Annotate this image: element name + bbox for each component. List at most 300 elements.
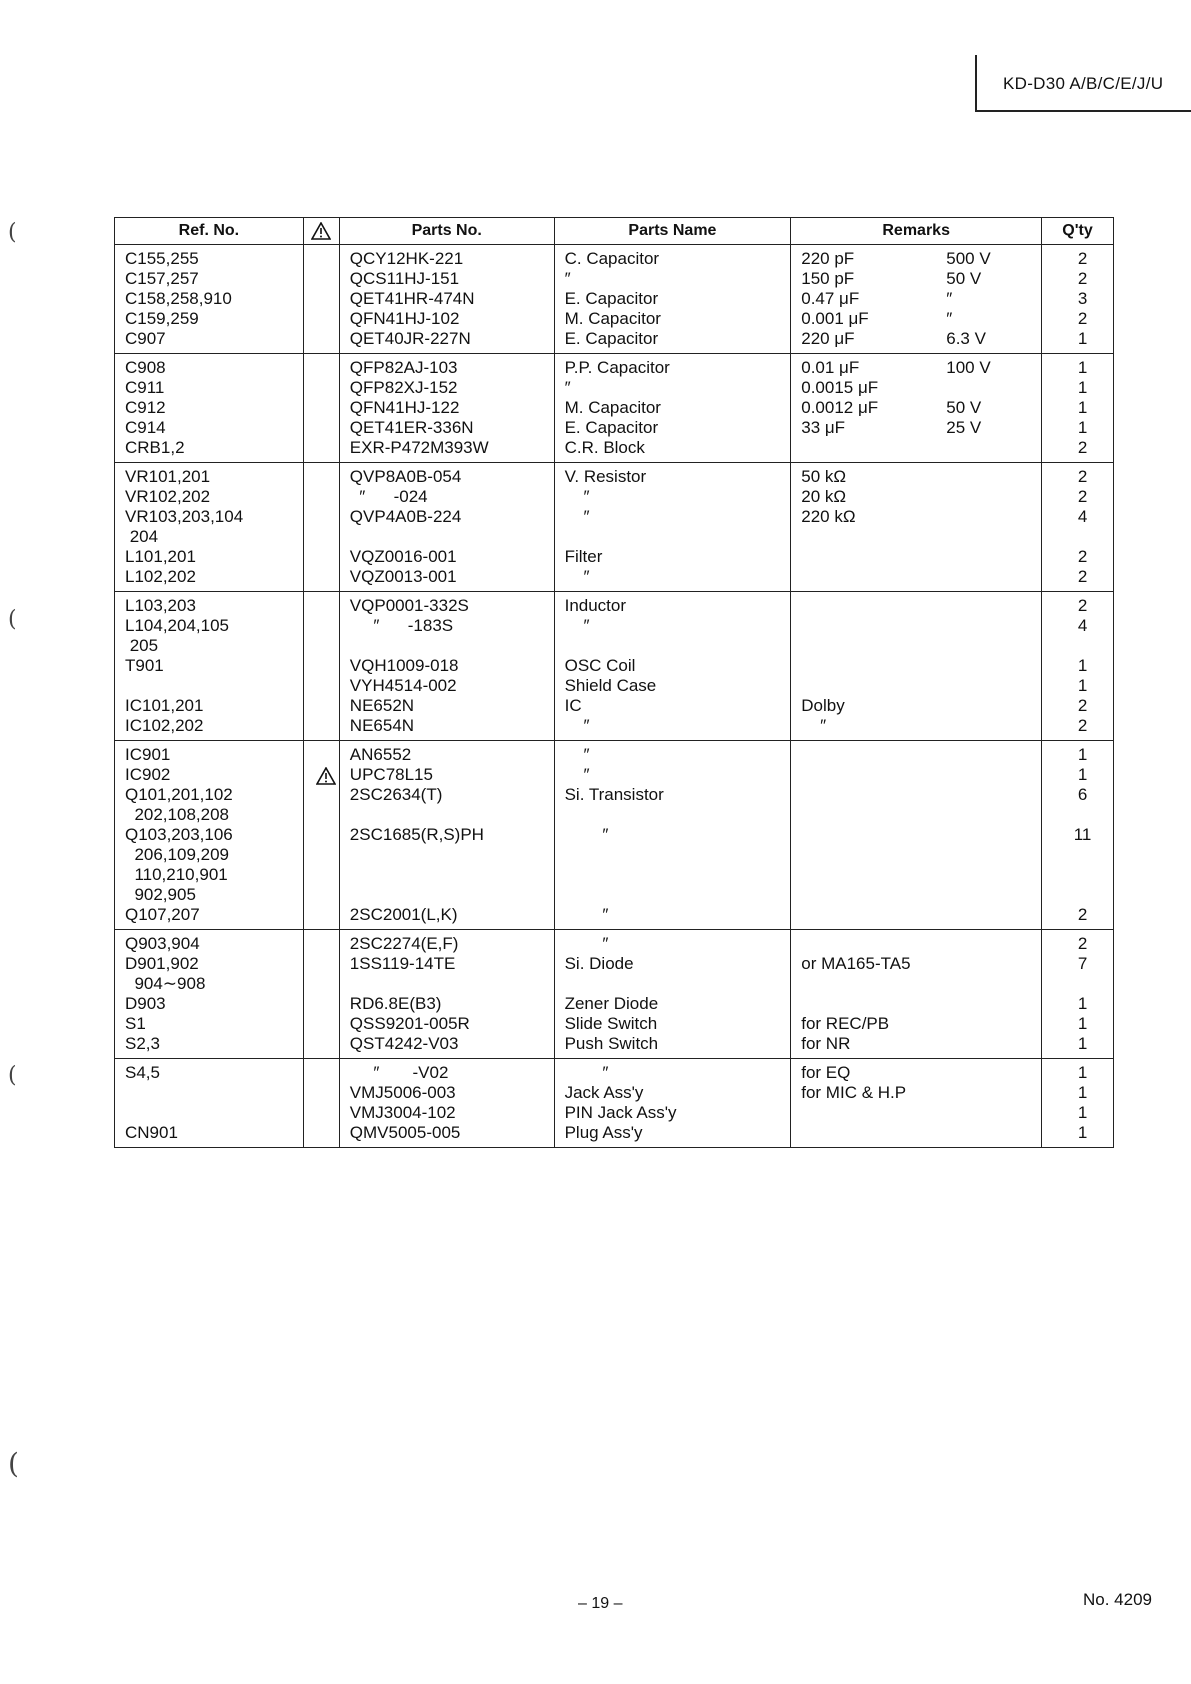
- parts-name: Si. Diode: [564, 954, 634, 973]
- parts-no: QFP82XJ-152: [349, 378, 458, 397]
- ref-no: IC902: [125, 765, 171, 784]
- parts-name-cell: [554, 354, 791, 463]
- warning-blank: [314, 487, 339, 507]
- parts-name-cell: [554, 930, 791, 1059]
- ref-no: 204: [125, 527, 159, 546]
- warning-blank: [314, 547, 339, 567]
- remarks-value: [801, 865, 946, 885]
- quantity: [1052, 527, 1113, 547]
- remarks-value: 20 kΩ: [801, 487, 847, 506]
- qty-cell: [1042, 930, 1114, 1059]
- warning-blank: [314, 527, 339, 547]
- remarks-line: [801, 547, 1041, 567]
- parts-no: QET41ER-336N: [349, 418, 474, 437]
- warning-blank: [314, 825, 339, 845]
- quantity: 11: [1073, 825, 1092, 844]
- remarks-line: [801, 329, 1041, 349]
- remarks-rating: ″: [946, 289, 953, 308]
- warning-blank: [314, 1123, 339, 1143]
- ref-no: Q103,203,106: [125, 825, 233, 844]
- remarks-value: [801, 845, 946, 865]
- parts-name: Push Switch: [564, 1034, 659, 1053]
- warning-blank: [314, 845, 339, 865]
- quantity: 1: [1077, 329, 1088, 348]
- warning-blank: [314, 507, 339, 527]
- ref-no: IC102,202: [125, 716, 204, 735]
- parts-no: 2SC2634(T): [349, 785, 443, 804]
- parts-name: [565, 636, 791, 656]
- warning-blank: [314, 329, 339, 349]
- remarks-value: 0.001 μF: [801, 309, 869, 328]
- quantity: 1: [1077, 1123, 1088, 1142]
- remarks-line: [801, 358, 1041, 378]
- parts-no: [350, 636, 554, 656]
- ref-no: [125, 1103, 303, 1123]
- ref-no: L103,203: [125, 596, 196, 615]
- parts-no: EXR-P472M393W: [349, 438, 489, 457]
- ref-no: C155,255: [125, 249, 199, 268]
- remarks-line: [801, 1014, 1041, 1034]
- parts-no: [350, 865, 554, 885]
- parts-name: [565, 805, 791, 825]
- remarks-line: [801, 954, 1041, 974]
- parts-no-cell: [339, 741, 554, 930]
- parts-no: VQH1009-018: [349, 656, 459, 675]
- col-header-ref: Ref. No.: [115, 218, 304, 245]
- remarks-cell: [791, 354, 1042, 463]
- parts-no: AN6552: [349, 745, 412, 764]
- quantity: 2: [1077, 467, 1088, 486]
- parts-name: ″: [564, 745, 590, 764]
- remarks-value: for REC/PB: [801, 1014, 890, 1033]
- ref-no: L101,201: [125, 547, 196, 566]
- warning-blank: [314, 716, 339, 736]
- remarks-value: Dolby: [801, 696, 845, 715]
- parts-no: 2SC2001(L,K): [349, 905, 458, 924]
- remarks-value: [801, 974, 946, 994]
- parts-name: Si. Transistor: [564, 785, 664, 804]
- warning-blank: [314, 398, 339, 418]
- ref-no: C157,257: [125, 269, 199, 288]
- parts-no: [350, 527, 554, 547]
- parts-name: ″: [564, 716, 590, 735]
- remarks-line: [801, 249, 1041, 269]
- parts-no: VMJ3004-102: [349, 1103, 456, 1122]
- parts-no: 1SS119-14TE: [349, 954, 456, 973]
- remarks-line: [801, 676, 1041, 696]
- warning-blank: [314, 269, 339, 289]
- remarks-rating: 50 V: [946, 398, 982, 417]
- table-row: [115, 741, 1114, 930]
- ref-cell: [115, 592, 304, 741]
- ref-cell: [115, 741, 304, 930]
- remarks-line: [801, 825, 1041, 845]
- page-number: – 19 –: [578, 1595, 623, 1612]
- remarks-value: [801, 745, 946, 765]
- parts-no: [350, 974, 554, 994]
- ref-no: VR101,201: [125, 467, 211, 486]
- remarks-rating: ″: [946, 309, 953, 328]
- ref-no: C158,258,910: [125, 289, 232, 308]
- parts-name: Shield Case: [564, 676, 657, 695]
- quantity: 1: [1077, 745, 1088, 764]
- warning-blank: [314, 309, 339, 329]
- remarks-value: for EQ: [801, 1063, 851, 1082]
- parts-no-cell: [339, 1059, 554, 1148]
- remarks-line: [801, 616, 1041, 636]
- quantity: 2: [1077, 438, 1088, 457]
- margin-mark: (: [8, 1063, 17, 1088]
- parts-name: ″: [564, 1063, 609, 1082]
- warning-blank: [314, 418, 339, 438]
- ref-no: CN901: [125, 1123, 178, 1142]
- parts-name: E. Capacitor: [564, 289, 659, 308]
- quantity: 1: [1077, 1083, 1088, 1102]
- warning-cell: [303, 245, 339, 354]
- table-row: [115, 1059, 1114, 1148]
- parts-no: VMJ5006-003: [349, 1083, 456, 1102]
- margin-mark: (: [8, 1447, 19, 1480]
- parts-name-cell: [554, 592, 791, 741]
- remarks-line: [801, 507, 1041, 527]
- qty-cell: [1042, 741, 1114, 930]
- remarks-line: [801, 378, 1041, 398]
- parts-no: VYH4514-002: [349, 676, 457, 695]
- quantity: 2: [1077, 934, 1088, 953]
- warning-blank: [314, 1103, 339, 1123]
- parts-name: ″: [564, 487, 590, 506]
- quantity: [1052, 974, 1113, 994]
- quantity: 1: [1077, 418, 1088, 437]
- remarks-value: [801, 1103, 946, 1123]
- remarks-cell: [791, 1059, 1042, 1148]
- parts-no: QFP82AJ-103: [349, 358, 458, 377]
- parts-no: QCS11HJ-151: [349, 269, 460, 288]
- remarks-value: 33 μF: [801, 418, 846, 437]
- quantity: 2: [1077, 249, 1088, 268]
- remarks-value: 0.47 μF: [801, 289, 860, 308]
- remarks-line: [801, 1103, 1041, 1123]
- ref-no: 110,210,901: [125, 865, 228, 884]
- remarks-line: [801, 716, 1041, 736]
- remarks-value: or MA165-TA5: [801, 954, 911, 973]
- parts-no: VQZ0016-001: [349, 547, 457, 566]
- parts-no: RD6.8E(B3): [349, 994, 442, 1013]
- parts-no: QVP8A0B-054: [349, 467, 462, 486]
- parts-name: ″: [564, 934, 609, 953]
- warning-triangle-icon: [311, 222, 331, 240]
- quantity: [1052, 845, 1113, 865]
- parts-name: [565, 865, 791, 885]
- ref-no: 205: [125, 636, 159, 655]
- quantity: 7: [1077, 954, 1088, 973]
- ref-no: CRB1,2: [125, 438, 185, 457]
- quantity: 1: [1077, 398, 1088, 417]
- quantity: 1: [1077, 1063, 1088, 1082]
- parts-no: ″ -024: [349, 487, 428, 506]
- warning-blank: [314, 438, 339, 458]
- warning-blank: [314, 1083, 339, 1103]
- parts-name: ″: [564, 905, 609, 924]
- ref-no: 902,905: [125, 885, 196, 904]
- parts-name: ″: [564, 765, 590, 784]
- quantity: 2: [1077, 567, 1088, 586]
- ref-no: S4,5: [125, 1063, 160, 1082]
- remarks-value: [801, 596, 946, 616]
- remarks-value: 0.01 μF: [801, 358, 860, 377]
- ref-no: C912: [125, 398, 166, 417]
- remarks-value: 50 kΩ: [801, 467, 847, 486]
- remarks-line: [801, 398, 1041, 418]
- col-header-parts-name: Parts Name: [554, 218, 791, 245]
- parts-name: Inductor: [564, 596, 627, 615]
- remarks-value: for NR: [801, 1034, 851, 1053]
- warning-blank: [314, 567, 339, 587]
- remarks-line: [801, 269, 1041, 289]
- warning-blank: [314, 994, 339, 1014]
- table-row: [115, 463, 1114, 592]
- remarks-value: 0.0012 μF: [801, 398, 879, 417]
- warning-cell: [303, 930, 339, 1059]
- parts-name: Jack Ass'y: [564, 1083, 644, 1102]
- margin-mark: (: [8, 220, 17, 245]
- remarks-line: [801, 974, 1041, 994]
- parts-no: QFN41HJ-122: [349, 398, 460, 417]
- remarks-value: [801, 676, 946, 696]
- remarks-value: for MIC & H.P: [801, 1083, 907, 1102]
- remarks-line: [801, 527, 1041, 547]
- parts-no: QMV5005-005: [349, 1123, 461, 1142]
- parts-no: QET41HR-474N: [349, 289, 475, 308]
- quantity: [1052, 885, 1113, 905]
- table-row: [115, 354, 1114, 463]
- quantity: 1: [1077, 765, 1088, 784]
- warning-blank: [314, 885, 339, 905]
- parts-no: VQP0001-332S: [349, 596, 469, 615]
- parts-name: Zener Diode: [564, 994, 659, 1013]
- remarks-line: [801, 1083, 1041, 1103]
- remarks-cell: [791, 463, 1042, 592]
- quantity: [1052, 865, 1113, 885]
- parts-no: ″ -V02: [349, 1063, 449, 1082]
- warning-blank: [314, 865, 339, 885]
- table-row: [115, 245, 1114, 354]
- quantity: 2: [1077, 487, 1088, 506]
- parts-name: OSC Coil: [564, 656, 636, 675]
- quantity: 2: [1077, 596, 1088, 615]
- remarks-value: [801, 885, 946, 905]
- ref-cell: [115, 354, 304, 463]
- quantity: 2: [1077, 269, 1088, 288]
- ref-no: VR103,203,104: [125, 507, 244, 526]
- remarks-rating: 100 V: [946, 358, 991, 377]
- parts-name: [565, 974, 791, 994]
- ref-no: D903: [125, 994, 166, 1013]
- remarks-value: [801, 805, 946, 825]
- remarks-line: [801, 785, 1041, 805]
- warning-blank: [314, 358, 339, 378]
- parts-name-cell: [554, 463, 791, 592]
- qty-cell: [1042, 592, 1114, 741]
- qty-cell: [1042, 463, 1114, 592]
- ref-no: [125, 1083, 303, 1103]
- warning-blank: [314, 289, 339, 309]
- ref-cell: [115, 1059, 304, 1148]
- ref-no: IC101,201: [125, 696, 204, 715]
- warning-blank: [314, 616, 339, 636]
- warning-blank: [314, 676, 339, 696]
- ref-cell: [115, 245, 304, 354]
- parts-no: [350, 885, 554, 905]
- remarks-value: [801, 765, 946, 785]
- parts-name: Plug Ass'y: [564, 1123, 643, 1142]
- warning-blank: [314, 1014, 339, 1034]
- parts-no: QFN41HJ-102: [349, 309, 460, 328]
- parts-name: ″: [564, 567, 590, 586]
- remarks-value: [801, 934, 946, 954]
- ref-no: L102,202: [125, 567, 196, 586]
- ref-no: L104,204,105: [125, 616, 229, 635]
- parts-name-cell: [554, 741, 791, 930]
- remarks-line: [801, 696, 1041, 716]
- quantity: 1: [1077, 1034, 1088, 1053]
- col-header-parts-no: Parts No.: [339, 218, 554, 245]
- remarks-line: [801, 636, 1041, 656]
- ref-no: 202,108,208: [125, 805, 229, 824]
- remarks-value: 220 μF: [801, 329, 855, 348]
- remarks-line: [801, 905, 1041, 925]
- remarks-value: [801, 438, 946, 458]
- remarks-value: [801, 527, 946, 547]
- remarks-value: [801, 785, 946, 805]
- remarks-value: [801, 567, 946, 587]
- parts-name: Filter: [564, 547, 603, 566]
- qty-cell: [1042, 1059, 1114, 1148]
- parts-no: QVP4A0B-224: [349, 507, 462, 526]
- parts-no: NE654N: [349, 716, 415, 735]
- remarks-rating: 50 V: [946, 269, 982, 288]
- warning-triangle-icon: [314, 765, 339, 785]
- quantity: 1: [1077, 676, 1088, 695]
- quantity: 1: [1077, 994, 1088, 1013]
- col-header-remarks: Remarks: [791, 218, 1042, 245]
- ref-no: C159,259: [125, 309, 199, 328]
- remarks-line: [801, 885, 1041, 905]
- parts-name: M. Capacitor: [564, 398, 661, 417]
- warning-cell: [303, 741, 339, 930]
- remarks-line: [801, 289, 1041, 309]
- qty-cell: [1042, 245, 1114, 354]
- remarks-line: [801, 567, 1041, 587]
- parts-name: V. Resistor: [564, 467, 647, 486]
- ref-no: C907: [125, 329, 166, 348]
- warning-blank: [314, 696, 339, 716]
- parts-no-cell: [339, 354, 554, 463]
- ref-no: Q107,207: [125, 905, 200, 924]
- remarks-cell: [791, 930, 1042, 1059]
- parts-no: QCY12HK-221: [349, 249, 464, 268]
- ref-no: IC901: [125, 745, 171, 764]
- parts-no-cell: [339, 592, 554, 741]
- margin-mark: (: [8, 607, 17, 632]
- parts-name: ″: [564, 507, 590, 526]
- parts-name: ″: [564, 378, 571, 397]
- remarks-line: [801, 309, 1041, 329]
- remarks-value: 150 pF: [801, 269, 855, 288]
- parts-name: C.R. Block: [564, 438, 645, 457]
- quantity: 1: [1077, 378, 1088, 397]
- warning-blank: [314, 785, 339, 805]
- remarks-value: [801, 905, 946, 925]
- parts-name: M. Capacitor: [564, 309, 661, 328]
- parts-name: [565, 845, 791, 865]
- ref-no: C914: [125, 418, 166, 437]
- col-header-warning: [303, 218, 339, 245]
- parts-no: [350, 805, 554, 825]
- warning-blank: [314, 596, 339, 616]
- parts-name: ″: [564, 616, 590, 635]
- remarks-rating: 500 V: [946, 249, 991, 268]
- quantity: 4: [1077, 507, 1088, 526]
- remarks-line: [801, 745, 1041, 765]
- quantity: 2: [1077, 309, 1088, 328]
- parts-name: PIN Jack Ass'y: [564, 1103, 677, 1122]
- quantity: 2: [1077, 905, 1088, 924]
- remarks-rating: 25 V: [946, 418, 982, 437]
- parts-no: VQZ0013-001: [349, 567, 457, 586]
- remarks-value: [801, 994, 946, 1014]
- parts-list-table: [114, 217, 1114, 1148]
- quantity: 2: [1077, 547, 1088, 566]
- parts-name: E. Capacitor: [564, 329, 659, 348]
- remarks-line: [801, 1063, 1041, 1083]
- parts-name: P.P. Capacitor: [564, 358, 670, 377]
- parts-name: ″: [564, 825, 609, 844]
- parts-no: 2SC1685(R,S)PH: [349, 825, 484, 844]
- ref-no: S2,3: [125, 1034, 160, 1053]
- parts-no: QET40JR-227N: [349, 329, 471, 348]
- parts-no-cell: [339, 245, 554, 354]
- parts-no: [350, 845, 554, 865]
- remarks-value: [801, 656, 946, 676]
- remarks-value: 220 pF: [801, 249, 855, 268]
- parts-name: E. Capacitor: [564, 418, 659, 437]
- remarks-line: [801, 438, 1041, 458]
- parts-no: NE652N: [349, 696, 415, 715]
- remarks-line: [801, 418, 1041, 438]
- quantity: 1: [1077, 1014, 1088, 1033]
- warning-blank: [314, 378, 339, 398]
- ref-no: C911: [125, 378, 165, 397]
- remarks-value: [801, 616, 946, 636]
- quantity: 1: [1077, 656, 1088, 675]
- remarks-line: [801, 656, 1041, 676]
- table-row: [115, 592, 1114, 741]
- warning-cell: [303, 1059, 339, 1148]
- warning-blank: [314, 805, 339, 825]
- remarks-line: [801, 765, 1041, 785]
- model-label: KD-D30 A/B/C/E/J/U: [1003, 74, 1164, 93]
- parts-name: Slide Switch: [564, 1014, 658, 1033]
- remarks-line: [801, 934, 1041, 954]
- qty-cell: [1042, 354, 1114, 463]
- remarks-value: 0.0015 μF: [801, 378, 879, 397]
- quantity: 6: [1077, 785, 1088, 804]
- parts-name: C. Capacitor: [564, 249, 660, 268]
- parts-no: 2SC2274(E,F): [349, 934, 459, 953]
- ref-no: Q101,201,102: [125, 785, 233, 804]
- remarks-cell: [791, 592, 1042, 741]
